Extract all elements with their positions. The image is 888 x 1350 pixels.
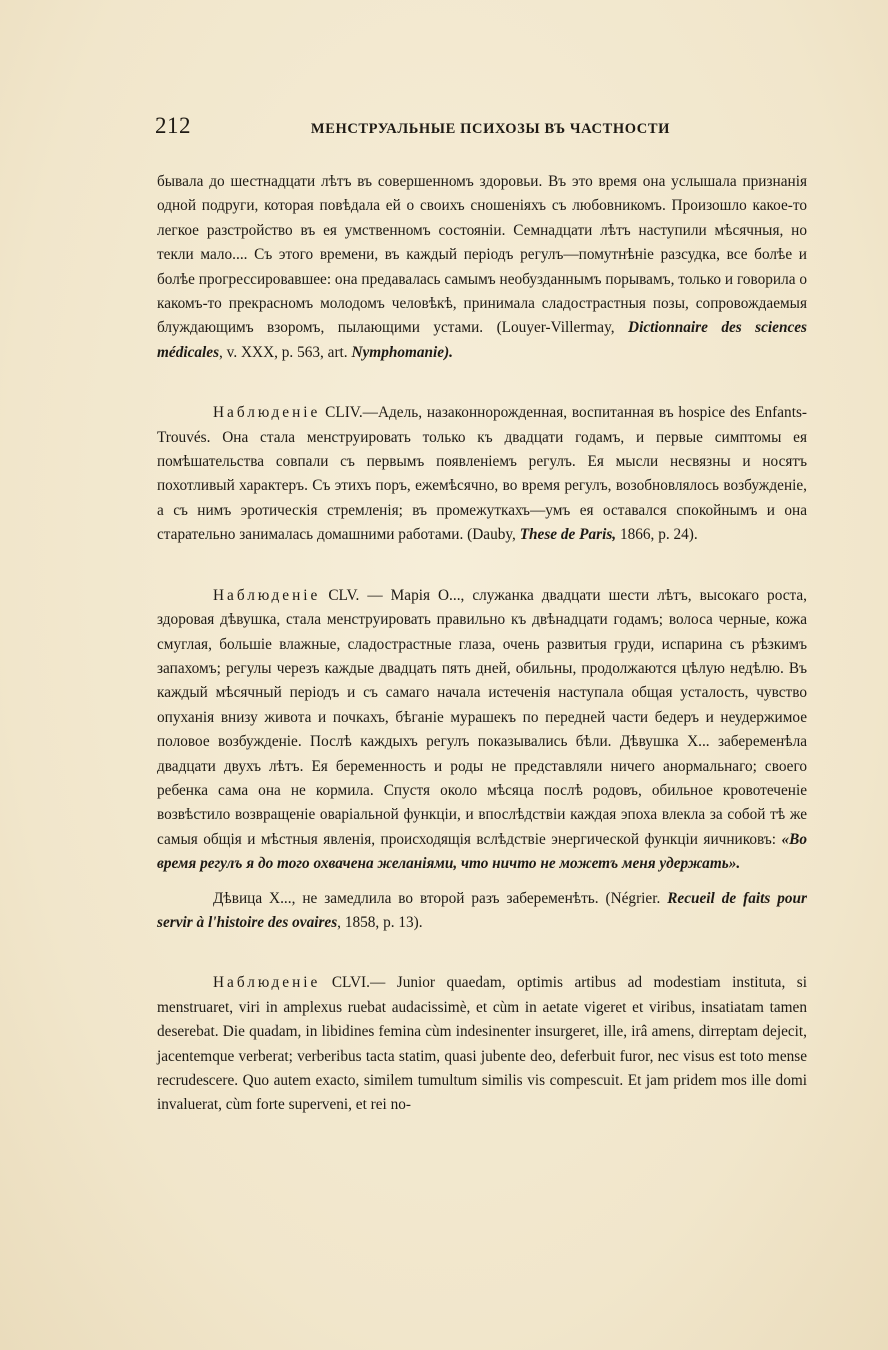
observation-text: CLIV.—Адель, назаконнорожденная, воспитанная въ hospice des Enfants-Trouvés. Она стала менструировать только къ двадцати годамъ, и первые симптомы ея помѣшательства совпали съ первымъ появленіемъ регулъ. Ея мысли несвязны и носятъ похотливый характеръ. Съ этихъ поръ, ежемѣсячно, во время регулъ, возобновлялось возбужденіе, а съ нимъ эротическія стремленія; въ промежуткахъ—умъ ея оставался спокойнымъ и она старательно занималась домашними работами. (Dauby, bbox=[157, 404, 807, 544]
page-header bbox=[155, 113, 670, 139]
observation-text: Дѣвица X..., не замедлила во второй разъ забеременѣть. (Négrier. bbox=[213, 889, 668, 907]
observation-text: CLVI.— Junior quaedam, optimis artibus ad modestiam instituta, si menstruaret, viri in amplexus ruebat audacissimè, et cùm in aetate vigeret et viribus, insatiatam tamen deserebat. Die quadam, in libidines femina cùm indesinenter insurgeret, ille, irâ amens, dirreptam dejecit, jacentemque verberat; verberibus tacta statim, quasi jubente deo, deferbuit furor, nec visus est toto mense recrudescere. Quo autem exacto, similem tumultum similis vis compescuit. Et jam pridem mos ille domi invaluerat, cùm forte superveni, et rei no- bbox=[157, 974, 807, 1114]
paragraph-continuation bbox=[157, 170, 807, 365]
observation-154 bbox=[157, 401, 807, 547]
observation-label: Наблюденіе bbox=[213, 974, 321, 992]
running-title: МЕНСТРУАЛЬНЫЕ ПСИХОЗЫ ВЪ ЧАСТНОСТИ bbox=[310, 121, 670, 137]
page-number: 212 bbox=[155, 113, 191, 138]
observation-text: CLV. — Марія О..., служанка двадцати шести лѣтъ, высокаго роста, здоровая дѣвушка, стала менструировать правильно къ двѣнадцати годамъ; волоса черные, кожа смуглая, большіе влажные, сладострастные глаза, очень развитыя груди, испарина съ рѣзкимъ запахомъ; регулы черезъ каждые двадцать пять дней, обильны, продолжаются цѣлую недѣлю. Въ каждый мѣсячный періодъ и съ самаго начала истеченія наступала общая усталость, чувство опуханія внизу живота и почкахъ, бѣганіе мурашекъ по передней части бедеръ и неудержимое половое возбужденіе. Послѣ каждыхъ регулъ показывались бѣли. Дѣвушка X... забеременѣла двадцати двухъ лѣтъ. Ея беременность и роды не представляли ничего анормальнаго; своего ребенка сама она не кормила. Спустя около мѣсяца послѣ родовъ, обильное кровотеченіе возвѣстило возвращеніе оваріальной функціи, и впослѣдствіи каждая эпоха влекла за собой тѣ же самыя общія и мѣстныя явленія, происходящія вслѣдствіе энергической функціи яичниковъ: bbox=[157, 586, 807, 848]
citation-rest: 1866, p. 24). bbox=[616, 526, 698, 544]
citation-title: Recueil de faits pour servir à l'histoire des ovaires bbox=[157, 889, 807, 931]
citation-rest: , v. XXX, p. 563, art. bbox=[219, 343, 352, 361]
observation-155 bbox=[157, 584, 807, 877]
observation-label: Наблюденіе bbox=[213, 404, 321, 422]
observation-155-continuation bbox=[157, 887, 807, 936]
citation-open: (Louyer-Villermay, bbox=[496, 319, 629, 337]
page-body bbox=[157, 170, 807, 1118]
observation-label: Наблюденіе bbox=[213, 586, 321, 604]
patient-quote: «Во время регулъ я до того охвачена желаніями, что ничто не можетъ меня удержать». bbox=[157, 830, 807, 873]
citation-article: Nymphomanie). bbox=[351, 343, 454, 361]
paragraph-text: бывала до шестнадцати лѣтъ въ совершенномъ здоровьи. Въ это время она услышала признанія одной подруги, которая повѣдала ей о своихъ сношеніяхъ съ любовникомъ. Произошло какое-то легкое разстройство въ ея умственномъ состояніи. Семнадцати лѣтъ наступили мѣсячныя, но текли мало.... Съ этого времени, въ каждый періодъ регулъ—помутнѣніе разсудка, все болѣе и болѣе прогрессировавшее: она предавалась самымъ необузданнымъ порывамъ, только и говорила о какомъ-то прекрасномъ молодомъ человѣкѣ, принимала сладострастныя позы, сопровождаемыя блуждающимъ взоромъ, пылающими устами. bbox=[157, 173, 807, 337]
citation-title: These de Paris, bbox=[519, 526, 617, 544]
citation-rest: , 1858, p. 13). bbox=[337, 913, 423, 931]
observation-156 bbox=[157, 971, 807, 1117]
citation-title: Dictionnaire des sciences médicales bbox=[157, 319, 808, 361]
